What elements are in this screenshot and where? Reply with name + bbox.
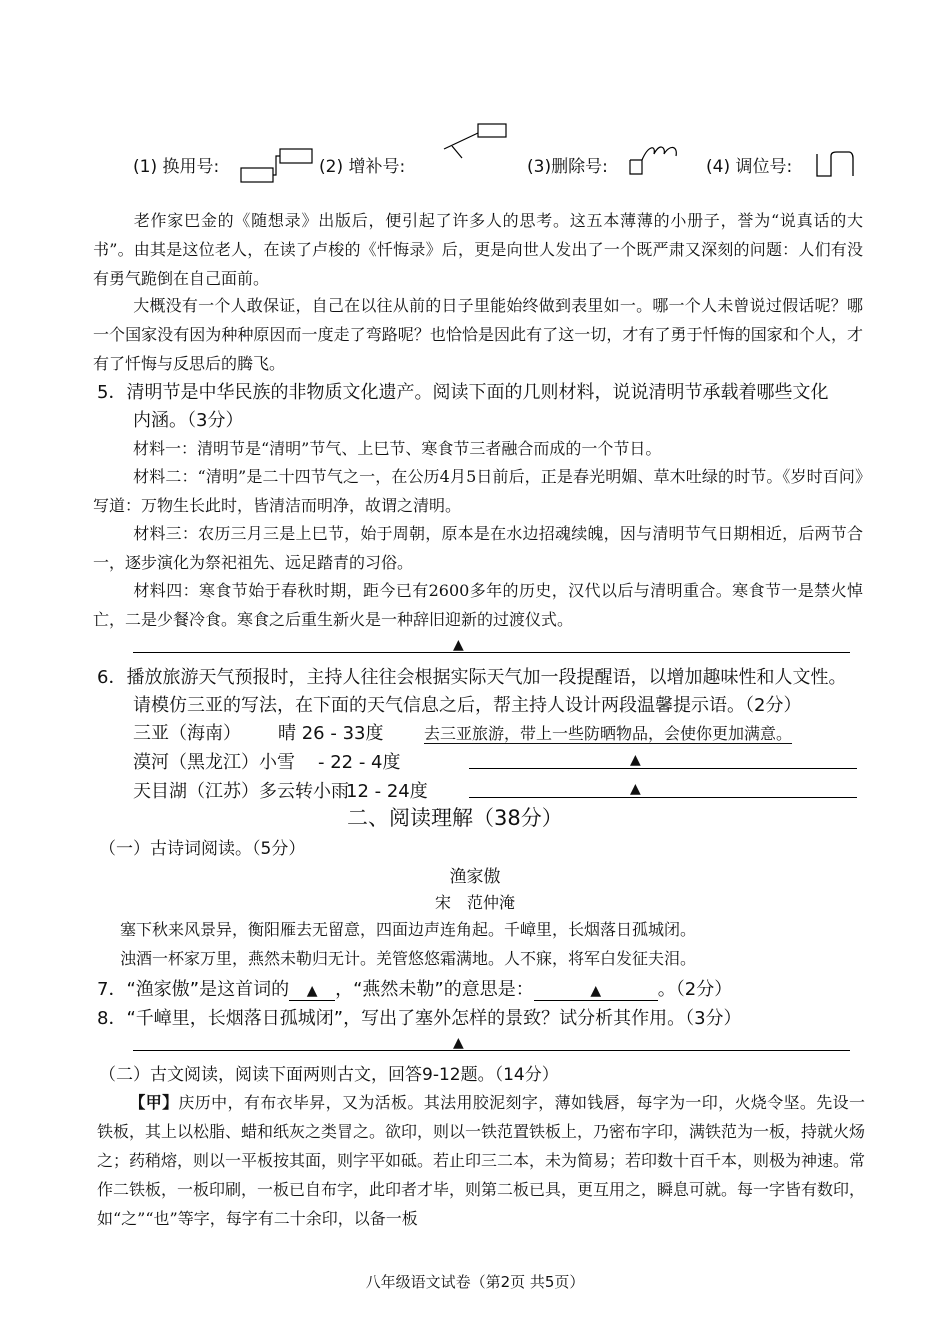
poem-line-2: 浊酒一杯家万里，燕然未勒归无计。羌管悠悠霜满地。人不寐，将军白发征夫泪。 — [120, 949, 697, 968]
q6-row2-answer-mark: ▲ — [630, 752, 641, 768]
q7-blank-2[interactable]: ▲ — [534, 979, 658, 1001]
q5-text-line2: 内涵。（3分） — [133, 410, 244, 431]
q5-text-line1: 5．清明节是中华民族的非物质文化遗产。阅读下面的几则材料，说说清明节承载着哪些文化 — [97, 382, 829, 403]
q5-answer-mark: ▲ — [453, 637, 464, 653]
poem-title: 渔家傲 — [449, 867, 501, 887]
q5-answer-line[interactable] — [133, 652, 850, 653]
q6-row3-weather: 12 - 24度 — [346, 781, 428, 802]
q8-answer-mark: ▲ — [453, 1035, 464, 1051]
passage-paragraph-2: 大概没有一个人敢保证，自己在以往从前的日子里能始终做到表里如一。哪一个人未曾说过假话呢？哪一个国家没有因为种种原因而一度走了弯路呢？也恰恰是因此有了这一切，才有了勇于忏悔的国家和个人，才有了忏悔与反思后的腾飞。 — [93, 296, 863, 373]
classical-text-jia: 【甲】庆历中，有布衣毕昇，又为活板。其法用胶泥刻字，薄如钱唇，每字为一印，火烧令坚。先设一铁板，其上以松脂、蜡和纸灰之类冒之。欲印，则以一铁范置铁板上，乃密布字印，满铁范为一板，持就火炀之；药稍熔，则以一平板按其面，则字平如砥。若止印三二本，未为简易；若印数十百千本，则极为神速。常作二铁板，一板印刷，一板已自布字，此印者才毕，则第二板已具，更互用之，瞬息可就。每一字皆有数印，如“之”“也”等字，每字有二十余印，以备一板 — [97, 1093, 866, 1228]
poem-author: 宋 范仲淹 — [434, 893, 515, 912]
q5-material-2: 材料二：“清明”是二十四节气之一，在公历4月5日前后，正是春光明媚、草木吐绿的时节。《岁时百问》写道：万物生长此时，皆清洁而明净，故谓之清明。 — [93, 467, 863, 515]
part1-heading: （一）古诗词阅读。（5分） — [99, 839, 306, 859]
mark-label-reorder: (4) 调位号: — [706, 157, 793, 177]
reorder-mark-icon — [813, 150, 857, 180]
q5-material-3: 材料三：农历三月三是上巳节，始于周朝，原本是在水边招魂续魄，因与清明节气日期相近，后两节合一，逐步演化为祭祀祖先、远足踏青的习俗。 — [93, 524, 863, 572]
q5-material-1: 材料一：清明节是“清明”节气、上巳节、寒食节三者融合而成的一个节日。 — [133, 439, 662, 458]
page-footer: 八年级语文试卷（第2页 共5页） — [365, 1273, 585, 1291]
q5-material-4: 材料四：寒食节始于春秋时期，距今已有2600多年的历史，汉代以后与清明重合。寒食节一是禁火悼亡，二是少餐冷食。寒食之后重生新火是一种辞旧迎新的过渡仪式。 — [93, 581, 863, 629]
replace-mark-icon — [240, 148, 314, 184]
q6-row2-answer-line[interactable] — [469, 768, 857, 769]
q7-question: 7．“渔家傲”是这首词的 ▲ ，“燕然未勒”的意思是： ▲ 。（2分） — [97, 979, 733, 1000]
q6-row2-weather: - 22 - 4度 — [318, 752, 401, 773]
passage-paragraph-1: 老作家巴金的《随想录》出版后，便引起了许多人的思考。这五本薄薄的小册子，誉为“说真话的大书”。由其是这位老人，在读了卢梭的《忏悔录》后，更是向世人发出了一个既严肃又深刻的问题：人们有没有勇气跪倒在自己面前。 — [93, 211, 863, 288]
q6-text-line2: 请模仿三亚的写法，在下面的天气信息之后，帮主持人设计两段温馨提示语。（2分） — [133, 695, 802, 716]
q6-row3-place: 天目湖（江苏）多云转小雨 — [133, 781, 349, 802]
section-title: 二、阅读理解（38分） — [347, 806, 563, 830]
mark-label-replace: (1) 换用号: — [133, 157, 220, 177]
poem-line-1: 塞下秋来风景异，衡阳雁去无留意，四面边声连角起。千嶂里，长烟落日孤城闭。 — [120, 920, 697, 939]
q6-row3-answer-line[interactable] — [469, 797, 857, 798]
mark-label-insert: (2) 增补号: — [319, 157, 406, 177]
q6-row3-answer-mark: ▲ — [630, 781, 641, 797]
q8-question: 8．“千嶂里，长烟落日孤城闭”，写出了塞外怎样的景致？试分析其作用。（3分） — [97, 1008, 742, 1029]
q7-blank-1[interactable]: ▲ — [289, 979, 335, 1001]
mark-label-delete: (3)删除号: — [527, 157, 608, 177]
q6-row1-place: 三亚（海南） — [133, 723, 241, 744]
q6-row1-weather: 晴 26 - 33度 — [278, 723, 384, 744]
q8-answer-line[interactable] — [133, 1050, 850, 1051]
insert-mark-icon — [440, 122, 510, 162]
q6-text-line1: 6．播放旅游天气预报时，主持人往往会根据实际天气加一段提醒语，以增加趣味性和人文性。 — [97, 667, 847, 688]
q6-row1-example: 去三亚旅游，带上一些防晒物品，会使你更加满意。 — [424, 724, 793, 743]
part2-heading: （二）古文阅读，阅读下面两则古文，回答9-12题。（14分） — [99, 1065, 559, 1085]
delete-mark-icon — [628, 140, 684, 178]
q6-row2-place: 漠河（黑龙江）小雪 — [133, 752, 295, 773]
